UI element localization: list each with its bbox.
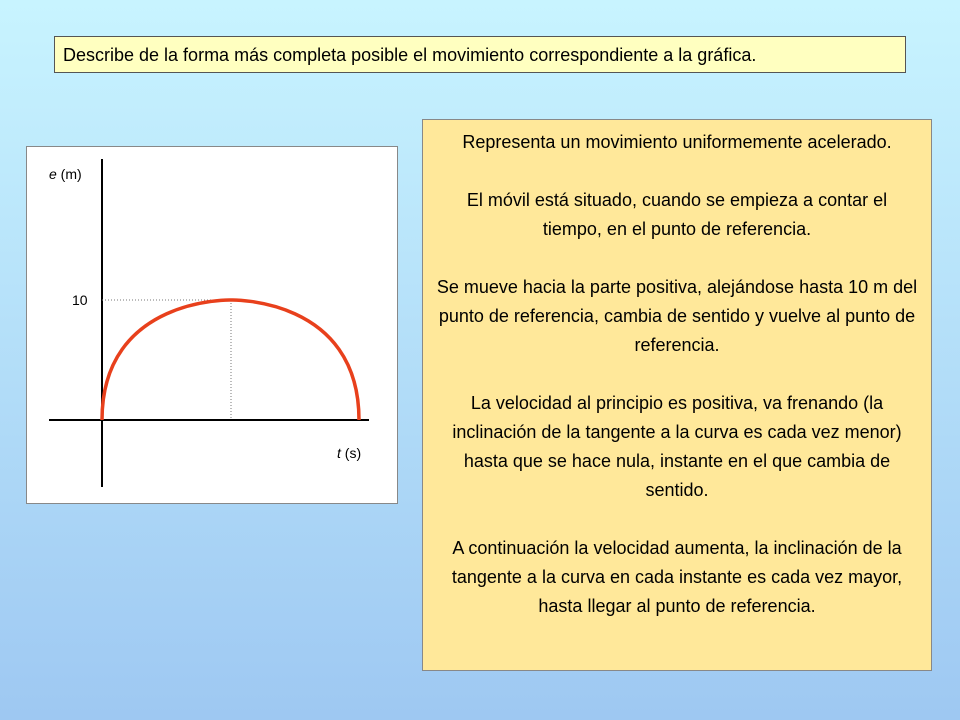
graph-svg xyxy=(27,147,399,505)
question-text: Describe de la forma más completa posible el movimiento correspondiente a la gráfica. xyxy=(63,45,757,65)
answer-paragraph-5: A continuación la velocidad aumenta, la inclinación de la tangente a la curva en cada instante es cada vez mayor, hasta llegar al punto de referencia. xyxy=(451,538,903,616)
answer-paragraph-1: Representa un movimiento uniformemente acelerado. xyxy=(462,132,892,152)
position-time-graph xyxy=(26,146,398,504)
y-axis-label xyxy=(49,166,82,182)
y-axis-unit: (m) xyxy=(56,166,82,182)
question-box xyxy=(54,36,906,73)
y-axis-var: e xyxy=(49,166,57,182)
answer-paragraph-2: El móvil está situado, cuando se empieza a contar el tiempo, en el punto de referencia. xyxy=(466,190,888,239)
x-axis-unit: (s) xyxy=(340,445,362,461)
x-axis-var: t xyxy=(337,445,341,461)
answer-box xyxy=(422,119,932,671)
x-axis-label xyxy=(337,445,361,461)
position-curve xyxy=(102,300,359,420)
answer-paragraph-4: La velocidad al principio es positiva, va frenando (la inclinación de la tangente a la curva es cada vez menor) hasta que se hace nula, instante en el que cambia de sentido. xyxy=(452,393,902,500)
answer-paragraph-3: Se mueve hacia la parte positiva, alejándose hasta 10 m del punto de referencia, cambia de sentido y vuelve al punto de referencia. xyxy=(436,277,918,355)
max-value-label: 10 xyxy=(72,292,88,308)
